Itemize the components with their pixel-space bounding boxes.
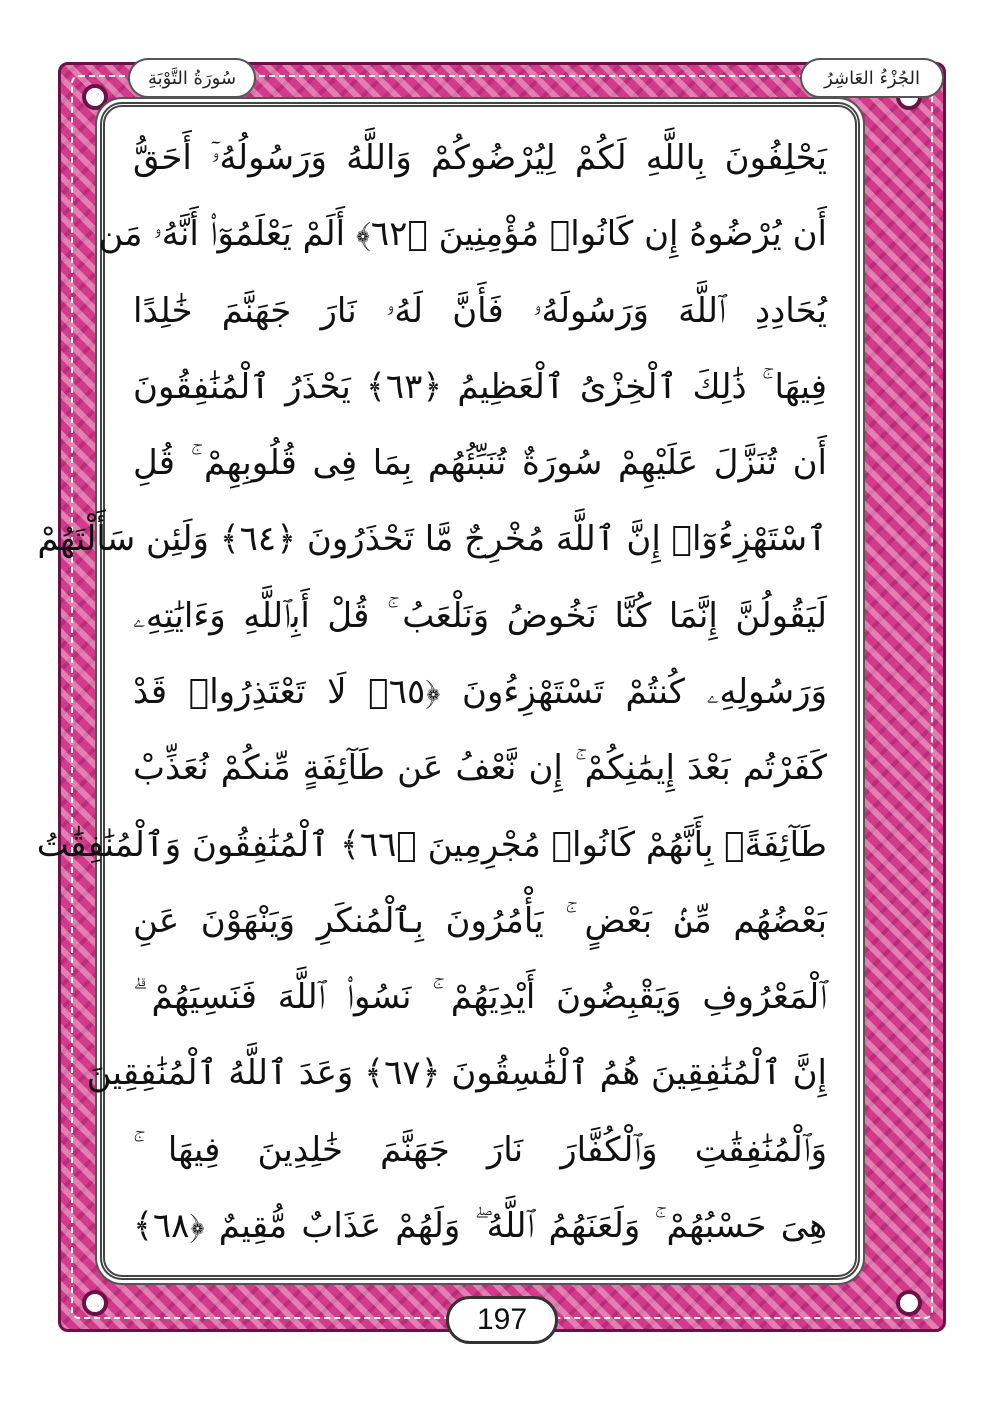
verse-line: ٱلْمَعْرُوفِ وَيَقْبِضُونَ أَيْدِيَهُمْ ۚ نَسُوا۟ ٱللَّهَ فَنَسِيَهُمْ ۗ — [133, 977, 827, 1018]
verse-line: ٱسْتَهْزِءُوٓا۟ إِنَّ ٱللَّهَ مُخْرِجٌ مَّا تَحْذَرُونَ ﴿٦٤﴾ وَلَئِن سَأَلْتَهُمْ — [37, 519, 827, 560]
verse-line: لَيَقُولُنَّ إِنَّمَا كُنَّا نَخُوضُ وَنَلْعَبُ ۚ قُلْ أَبِٱللَّهِ وَءَايَٰتِهِۦ — [133, 595, 827, 636]
verse-line: فِيهَا ۚ ذَٰلِكَ ٱلْخِزْىُ ٱلْعَظِيمُ ﴿٦٣﴾ يَحْذَرُ ٱلْمُنَٰفِقُونَ — [133, 366, 828, 407]
verse-lines — [36, 123, 828, 1261]
corner-ornament-top-left — [82, 84, 108, 110]
verse-line: أَن يُرْضُوهُ إِن كَانُوا۟ مُؤْمِنِينَ ﴿٦٢﴾ أَلَمْ يَعْلَمُوٓا۟ أَنَّهُۥ مَن — [98, 214, 827, 255]
verse-line: طَآئِفَةًۢ بِأَنَّهُمْ كَانُوا۟ مُجْرِمِينَ ﴿٦٦﴾ ٱلْمُنَٰفِقُونَ وَٱلْمُنَٰفِقَٰتُ — [36, 824, 827, 865]
verse-line: أَن تُنَزَّلَ عَلَيْهِمْ سُورَةٌ تُنَبِّئُهُم بِمَا فِى قُلُوبِهِمْ ۚ قُلِ — [133, 443, 827, 484]
corner-ornament-bottom-right — [896, 1290, 922, 1316]
verse-line: إِنَّ ٱلْمُنَٰفِقِينَ هُمُ ٱلْفَٰسِقُونَ ﴿٦٧﴾ وَعَدَ ٱللَّهُ ٱلْمُنَٰفِقِينَ — [86, 1053, 827, 1094]
verse-line: وَٱلْمُنَٰفِقَٰتِ وَٱلْكُفَّارَ نَارَ جَهَنَّمَ خَٰلِدِينَ فِيهَا ۚ — [133, 1129, 827, 1170]
verse-line: كَفَرْتُم بَعْدَ إِيمَٰنِكُمْ ۚ إِن نَّعْفُ عَن طَآئِفَةٍ مِّنكُمْ نُعَذِّبْ — [133, 748, 827, 789]
page-number: 197 — [446, 1296, 558, 1344]
verse-line: هِىَ حَسْبُهُمْ ۚ وَلَعَنَهُمُ ٱللَّهُ ۖ وَلَهُمْ عَذَابٌ مُّقِيمٌ ﴿٦٨﴾ — [133, 1205, 827, 1246]
corner-ornament-bottom-left — [82, 1290, 108, 1316]
verse-line: بَعْضُهُم مِّنۢ بَعْضٍ ۚ يَأْمُرُونَ بِٱلْمُنكَرِ وَيَنْهَوْنَ عَنِ — [133, 900, 827, 941]
surah-label: سُورَةُ التَّوْبَةِ — [128, 58, 256, 98]
verse-line: يُحَادِدِ ٱللَّهَ وَرَسُولَهُۥ فَأَنَّ لَهُۥ نَارَ جَهَنَّمَ خَٰلِدًا — [133, 290, 827, 331]
verse-line: يَحْلِفُونَ بِاللَّهِ لَكُمْ لِيُرْضُوكُمْ وَاللَّهُ وَرَسُولُهُۥٓ أَحَقُّ — [133, 138, 827, 178]
text-panel — [36, 102, 860, 1280]
juz-label: الجُزْءُ العَاشِرُ — [800, 58, 944, 98]
verse-line: وَرَسُولِهِۦ كُنتُمْ تَسْتَهْزِءُونَ ﴿٦٥﴾ لَا تَعْتَذِرُوا۟ قَدْ — [133, 671, 827, 712]
